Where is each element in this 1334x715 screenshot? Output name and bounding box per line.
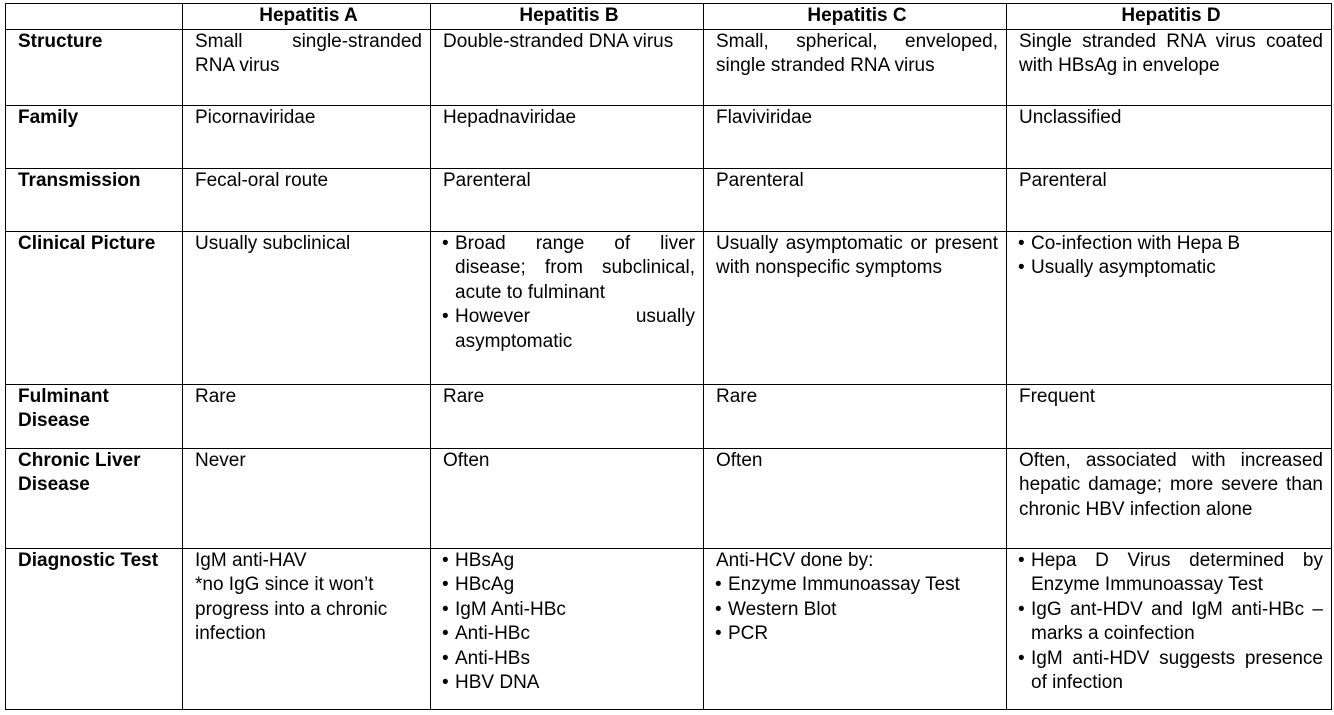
header-cell-hepatitis-b: Hepatitis B bbox=[431, 4, 704, 30]
cell-chronic-hepatitis-b: Often bbox=[431, 448, 704, 548]
list-item: • Anti-HBs bbox=[443, 647, 695, 672]
list-item: • HBcAg bbox=[443, 573, 695, 598]
cell-family-hepatitis-d: Unclassified bbox=[1007, 105, 1332, 168]
cell-clinical-hepatitis-d bbox=[1007, 231, 1332, 384]
row-label-chronic-liver-disease: Chronic Liver Disease bbox=[6, 448, 183, 548]
cell-family-hepatitis-b: Hepadnaviridae bbox=[431, 105, 704, 168]
cell-clinical-hepatitis-b bbox=[431, 231, 704, 384]
bullet-list bbox=[443, 232, 695, 355]
cell-structure-hepatitis-b: Double-stranded DNA virus bbox=[431, 29, 704, 105]
cell-family-hepatitis-c: Flaviviridae bbox=[704, 105, 1007, 168]
cell-clinical-hepatitis-a: Usually subclinical bbox=[183, 231, 431, 384]
row-label-family: Family bbox=[6, 105, 183, 168]
cell-structure-hepatitis-d: Single stranded RNA virus coated with HBsAg in envelope bbox=[1007, 29, 1332, 105]
row-label-structure: Structure bbox=[6, 29, 183, 105]
table-row-structure bbox=[6, 29, 1332, 105]
list-item: • IgG ant-HDV and IgM anti-HBc – marks a coinfection bbox=[1019, 598, 1323, 647]
header-row bbox=[6, 4, 1332, 30]
cell-transmission-hepatitis-a: Fecal-oral route bbox=[183, 168, 431, 231]
table-row-diagnostic-test bbox=[6, 548, 1332, 709]
table-row-family bbox=[6, 105, 1332, 168]
cell-diagnostic-hepatitis-a bbox=[183, 548, 431, 709]
cell-fulminant-hepatitis-c: Rare bbox=[704, 384, 1007, 448]
header-cell-hepatitis-d: Hepatitis D bbox=[1007, 4, 1332, 30]
list-item: • HBsAg bbox=[443, 549, 695, 574]
diagnostic-c-intro: Anti-HCV done by: bbox=[716, 549, 874, 571]
cell-diagnostic-hepatitis-b bbox=[431, 548, 704, 709]
row-label-transmission: Transmission bbox=[6, 168, 183, 231]
list-item: • Usually asymptomatic bbox=[1019, 256, 1323, 281]
diagnostic-a-line: IgM anti-HAV bbox=[195, 549, 307, 571]
list-item: • Hepa D Virus determined by Enzyme Immunoassay Test bbox=[1019, 549, 1323, 598]
list-item: • IgM Anti-HBc bbox=[443, 598, 695, 623]
header-cell-hepatitis-c: Hepatitis C bbox=[704, 4, 1007, 30]
cell-clinical-hepatitis-c: Usually asymptomatic or present with nonspecific symptoms bbox=[704, 231, 1007, 384]
table-row-clinical-picture bbox=[6, 231, 1332, 384]
header-cell-empty bbox=[6, 4, 183, 30]
list-item: • However usually asymptomatic bbox=[443, 305, 695, 354]
list-item: • HBV DNA bbox=[443, 671, 695, 696]
cell-fulminant-hepatitis-b: Rare bbox=[431, 384, 704, 448]
bullet-list bbox=[1019, 232, 1323, 281]
cell-structure-hepatitis-c: Small, spherical, enveloped, single stranded RNA virus bbox=[704, 29, 1007, 105]
table-row-fulminant-disease bbox=[6, 384, 1332, 448]
list-item: • Western Blot bbox=[716, 598, 998, 623]
header-cell-hepatitis-a: Hepatitis A bbox=[183, 4, 431, 30]
cell-diagnostic-hepatitis-c bbox=[704, 548, 1007, 709]
cell-diagnostic-hepatitis-d bbox=[1007, 548, 1332, 709]
row-label-diagnostic-test: Diagnostic Test bbox=[6, 548, 183, 709]
list-item: • IgM anti-HDV suggests presence of infection bbox=[1019, 647, 1323, 696]
table-row-transmission bbox=[6, 168, 1332, 231]
bullet-list bbox=[443, 549, 695, 696]
row-label-fulminant-disease: Fulminant Disease bbox=[6, 384, 183, 448]
cell-transmission-hepatitis-d: Parenteral bbox=[1007, 168, 1332, 231]
diagnostic-a-note: *no IgG since it won’t progress into a chronic infection bbox=[195, 574, 388, 644]
table-row-chronic-liver-disease bbox=[6, 448, 1332, 548]
row-label-clinical-picture: Clinical Picture bbox=[6, 231, 183, 384]
bullet-list bbox=[1019, 549, 1323, 696]
list-item: • Broad range of liver disease; from subclinical, acute to fulminant bbox=[443, 232, 695, 306]
bullet-list bbox=[716, 573, 998, 647]
hepatitis-comparison-table bbox=[5, 3, 1332, 710]
cell-fulminant-hepatitis-d: Frequent bbox=[1007, 384, 1332, 448]
cell-family-hepatitis-a: Picornaviridae bbox=[183, 105, 431, 168]
list-item: • Enzyme Immunoassay Test bbox=[716, 573, 998, 598]
cell-fulminant-hepatitis-a: Rare bbox=[183, 384, 431, 448]
cell-structure-hepatitis-a: Small single-stranded RNA virus bbox=[183, 29, 431, 105]
cell-chronic-hepatitis-a: Never bbox=[183, 448, 431, 548]
list-item: • Anti-HBc bbox=[443, 622, 695, 647]
cell-transmission-hepatitis-c: Parenteral bbox=[704, 168, 1007, 231]
hepatitis-comparison-table-container bbox=[5, 3, 1331, 710]
cell-chronic-hepatitis-d: Often, associated with increased hepatic damage; more severe than chronic HBV infection alone bbox=[1007, 448, 1332, 548]
cell-chronic-hepatitis-c: Often bbox=[704, 448, 1007, 548]
cell-transmission-hepatitis-b: Parenteral bbox=[431, 168, 704, 231]
list-item: • PCR bbox=[716, 622, 998, 647]
list-item: • Co-infection with Hepa B bbox=[1019, 232, 1323, 257]
